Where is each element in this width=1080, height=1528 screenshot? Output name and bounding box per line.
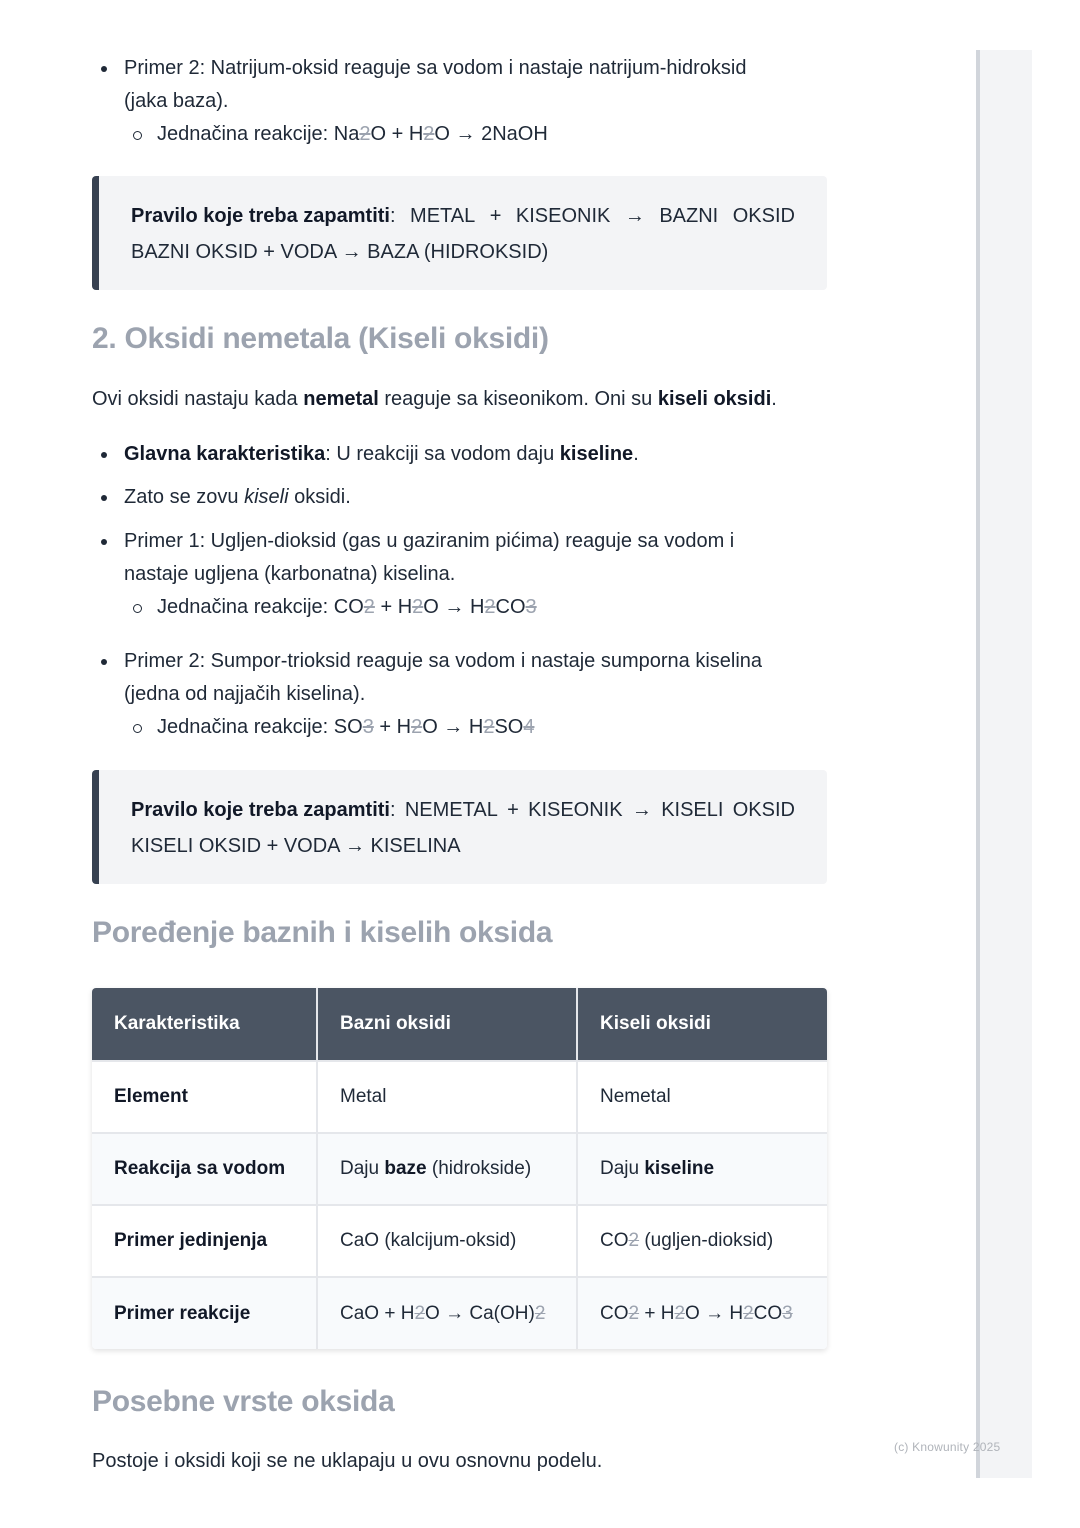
- callout-word: →: [624, 205, 645, 227]
- subscript: 2: [628, 1230, 640, 1251]
- formula-part: O → 2NaOH: [434, 123, 548, 145]
- text: Daju: [340, 1158, 385, 1179]
- text: .: [771, 388, 777, 410]
- subscript: 2: [411, 716, 423, 738]
- subscript: 2: [743, 1302, 754, 1324]
- section-heading: 2. Oksidi nemetala (Kiseli oksidi): [92, 322, 549, 355]
- list-item-text: Primer 2: Natrijum-oksid reaguje sa vodom i nastaje natrijum-hidroksid: [124, 57, 747, 79]
- callout-label: Pravilo koje treba zapamtiti: [131, 205, 390, 227]
- copyright-watermark: (c) Knowunity 2025: [894, 1440, 1001, 1454]
- comparison-table: [92, 988, 827, 1349]
- formula-part: O → H: [423, 596, 485, 618]
- column-header: Karakteristika: [92, 988, 317, 1061]
- subscript: 2: [674, 1302, 686, 1324]
- subscript: 3: [782, 1302, 793, 1324]
- italic-text: kiseli: [244, 486, 289, 508]
- subscript: 2: [363, 596, 375, 618]
- column-header: Kiseli oksidi: [577, 988, 827, 1061]
- special-oxides-heading: Posebne vrste oksida: [92, 1385, 395, 1418]
- callout-line-2: KISELI OKSID + VODA → KISELINA: [131, 835, 461, 857]
- subscript: 3: [525, 596, 537, 618]
- text: .: [633, 443, 639, 465]
- equation-label: Jednačina reakcije:: [157, 123, 334, 145]
- formula-part: O → H: [422, 716, 484, 738]
- subscript: 2: [534, 1302, 546, 1324]
- subscript: 2: [483, 716, 495, 738]
- rule-callout-basic: [92, 176, 827, 290]
- equation-label: Jednačina reakcije:: [157, 596, 334, 618]
- equation-label: Jednačina reakcije:: [157, 716, 334, 738]
- table-cell: [577, 1133, 827, 1205]
- section-intro: [92, 384, 777, 414]
- list-item: [92, 481, 827, 514]
- callout-word: OKSID: [732, 799, 795, 821]
- row-label: Reakcija sa vodom: [92, 1133, 317, 1205]
- subscript: 2: [412, 596, 424, 618]
- formula-part: CO: [753, 1302, 783, 1324]
- side-panel: [976, 50, 1032, 1478]
- table-cell: Metal: [317, 1061, 577, 1133]
- equation-item: [124, 591, 827, 624]
- bold-text: baze: [384, 1158, 427, 1179]
- list-item: [92, 645, 827, 744]
- formula-part: CO: [333, 596, 364, 618]
- formula-part: CO: [495, 596, 526, 618]
- table-row: [92, 1277, 827, 1349]
- table-cell: [577, 1205, 827, 1277]
- text: oksidi.: [288, 486, 351, 508]
- subscript: 2: [423, 123, 435, 145]
- subscript: 2: [359, 123, 371, 145]
- bold-text: kiseline: [559, 443, 634, 465]
- row-label: Element: [92, 1061, 317, 1133]
- callout-word: →: [631, 799, 652, 821]
- comparison-table-wrap: [92, 988, 827, 1349]
- formula-part: CO: [600, 1230, 629, 1251]
- formula-part: + H: [639, 1302, 675, 1324]
- table-cell: [577, 1277, 827, 1349]
- list-item: [92, 438, 827, 471]
- list-item-text: (jaka baza).: [124, 90, 229, 112]
- bold-text: kiseli oksidi: [657, 388, 772, 410]
- formula-part: SO: [333, 716, 363, 738]
- rule-callout-acid: [92, 770, 827, 884]
- formula-part: CO: [600, 1302, 629, 1324]
- text: reaguje sa kiseonikom. Oni su: [378, 388, 658, 410]
- text: Daju: [600, 1158, 645, 1179]
- text: (jedna od najjačih kiselina).: [124, 683, 366, 705]
- list-item: [92, 52, 827, 151]
- subscript: 2: [414, 1302, 426, 1324]
- table-row: [92, 1133, 827, 1205]
- special-oxides-text: Postoje i oksidi koji se ne uklapaju u ovu osnovnu podelu.: [92, 1450, 603, 1472]
- subscript: 2: [484, 596, 496, 618]
- callout-word: METAL: [410, 205, 476, 227]
- text: Zato se zovu: [124, 486, 245, 508]
- sub-list: [124, 591, 827, 624]
- formula-part: Na: [333, 123, 360, 145]
- formula-part: O → H: [685, 1302, 744, 1324]
- callout-word: KISEONIK: [528, 799, 623, 821]
- text: Primer 1: Ugljen-dioksid (gas u gaziranim pićima) reaguje sa vodom i: [124, 530, 735, 552]
- table-cell: [317, 1133, 577, 1205]
- list-item: [92, 525, 827, 624]
- callout-word: +: [489, 205, 502, 227]
- acid-oxide-list: [92, 438, 827, 744]
- basic-oxide-examples-list: [92, 52, 827, 151]
- callout-label-wrap: Pravilo koje treba zapamtiti:: [131, 205, 396, 227]
- formula-part: O + H: [370, 123, 424, 145]
- table-cell: Nemetal: [577, 1061, 827, 1133]
- callout-line-2: BAZNI OKSID + VODA → BAZA (HIDROKSID): [131, 241, 549, 263]
- formula-part: + H: [373, 716, 412, 738]
- bold-text: kiseline: [644, 1158, 715, 1179]
- formula-part: (ugljen-dioksid): [639, 1230, 774, 1251]
- table-cell: CaO (kalcijum-oksid): [317, 1205, 577, 1277]
- column-header: Bazni oksidi: [317, 988, 577, 1061]
- callout-word: KISEONIK: [515, 205, 611, 227]
- callout-line-1: [131, 198, 795, 234]
- equation-item: [124, 711, 827, 744]
- subscript: 2: [628, 1302, 640, 1324]
- callout-word: OKSID: [732, 205, 795, 227]
- callout-word: +: [507, 799, 519, 821]
- row-label: Primer jedinjenja: [92, 1205, 317, 1277]
- sub-list: [124, 711, 827, 744]
- comparison-heading: Poređenje baznih i kiselih oksida: [92, 916, 553, 949]
- subscript: 3: [362, 716, 374, 738]
- callout-label-wrap: Pravilo koje treba zapamtiti:: [131, 799, 396, 821]
- table-row: [92, 1061, 827, 1133]
- table-cell: [317, 1277, 577, 1349]
- table-row: [92, 1205, 827, 1277]
- callout-word: NEMETAL: [404, 799, 498, 821]
- bold-text: nemetal: [303, 388, 379, 410]
- equation-item: [124, 118, 827, 151]
- text: : U reakciji sa vodom daju: [325, 443, 560, 465]
- subscript: 4: [523, 716, 535, 738]
- row-label: Primer reakcije: [92, 1277, 317, 1349]
- bold-text: Glavna karakteristika: [124, 443, 326, 465]
- callout-line-1: [131, 792, 795, 828]
- text: Ovi oksidi nastaju kada: [92, 388, 304, 410]
- table-header-row: [92, 988, 827, 1061]
- callout-word: BAZNI: [659, 205, 719, 227]
- formula-part: SO: [494, 716, 524, 738]
- formula-part: + H: [374, 596, 413, 618]
- formula-part: CaO + H: [340, 1302, 415, 1324]
- sub-list: [92, 118, 827, 151]
- text: nastaje ugljena (karbonatna) kiselina.: [124, 563, 456, 585]
- text: Primer 2: Sumpor-trioksid reaguje sa vodom i nastaje sumporna kiselina: [124, 650, 763, 672]
- text: (hidrokside): [426, 1158, 532, 1179]
- callout-word: KISELI: [661, 799, 724, 821]
- formula-part: O → Ca(OH): [425, 1302, 535, 1324]
- callout-label: Pravilo koje treba zapamtiti: [131, 799, 390, 821]
